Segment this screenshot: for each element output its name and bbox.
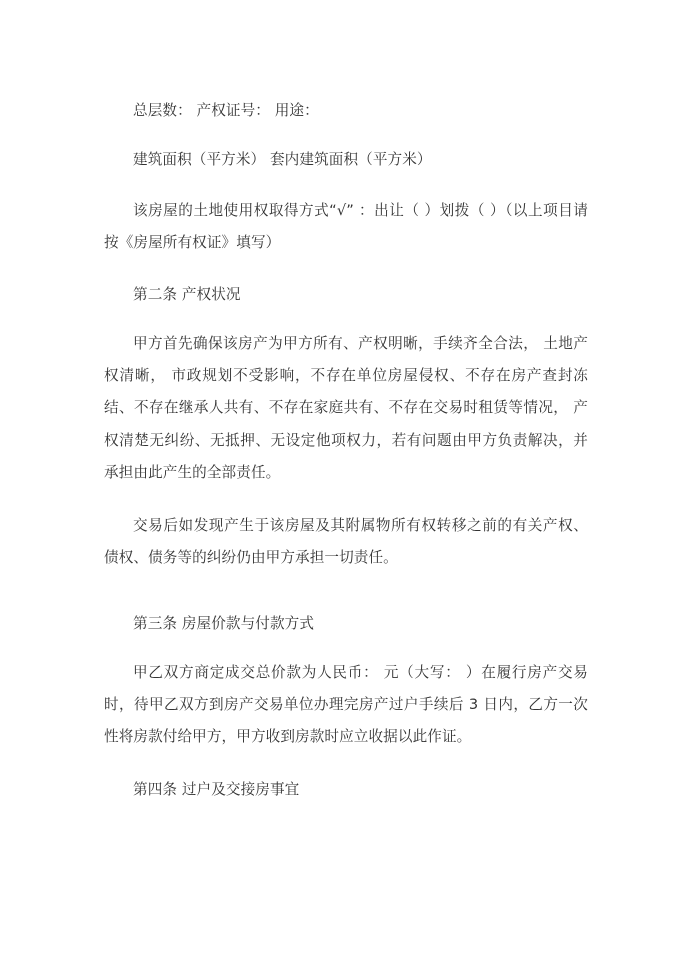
article-2-heading: 第二条 产权状况 xyxy=(133,286,241,303)
article-4-heading: 第四条 过户及交接房事宜 xyxy=(133,781,300,798)
area-info-line: 建筑面积（平方米） 套内建筑面积（平方米） xyxy=(133,151,432,168)
property-status-paragraph: 甲方首先确保该房产为甲方所有、产权明晰，手续齐全合法， 土地产权清晰， 市政规划不受影响，不存在单位房屋侵权、不存在房产查封冻结、不存在继承人共有、不存在家庭共有、不存在交易时租赁等情况， 产权清楚无纠纷、无抵押、无设定他项权力，若有问题由甲方负责解决，并承担由此产生的全部责任。 xyxy=(104,335,588,481)
land-use-paragraph: 该房屋的土地使用权取得方式“√” ：出让（ ）划拨（ ）（以上项目请按《房屋所有权证》填写） xyxy=(104,202,588,252)
floor-info-line: 总层数： 产权证号： 用途： xyxy=(133,102,319,119)
payment-paragraph: 甲乙双方商定成交总价款为人民币： 元（大写： ）在履行房产交易时，待甲乙双方到房产交易单位办理完房产过户手续后 3 日内，乙方一次性将房款付给甲方，甲方收到房款时应立收据以此作证。 xyxy=(104,664,588,746)
article-3-heading: 第三条 房屋价款与付款方式 xyxy=(133,615,315,632)
liability-paragraph: 交易后如发现产生于该房屋及其附属物所有权转移之前的有关产权、债权、债务等的纠纷仍由甲方承担一切责任。 xyxy=(104,517,588,567)
